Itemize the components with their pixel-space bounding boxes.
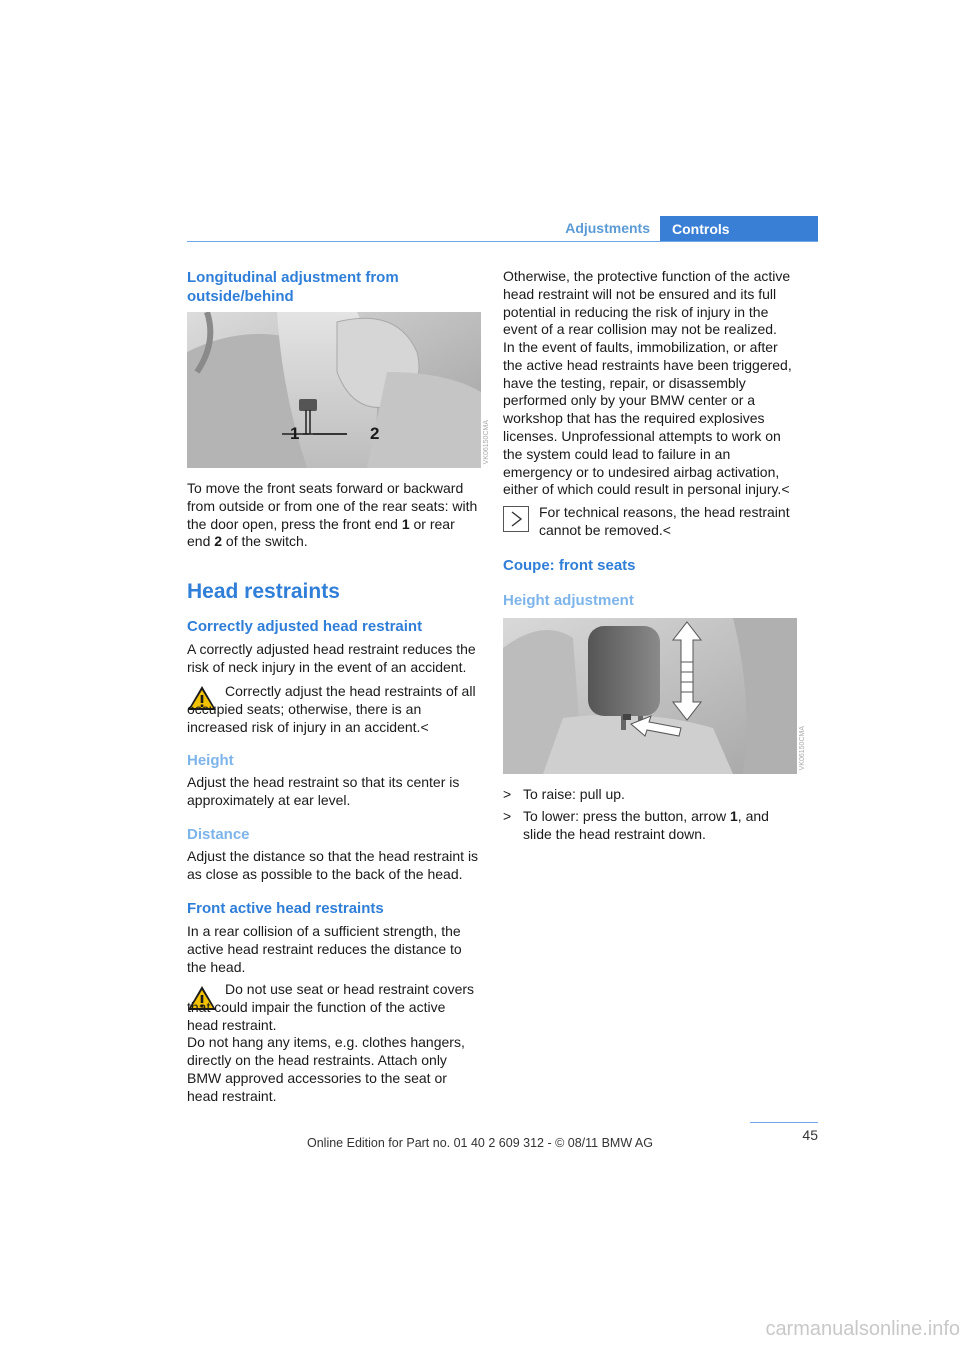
distance-heading: Distance [187, 826, 250, 843]
note-text: For technical reasons, the head restraint cannot be removed.< [539, 504, 790, 538]
figure-code: VK06150CMA [483, 420, 490, 465]
longitudinal-text: To move the front seats forward or backward from outside or from one of the rear seats: with the door open, press the front end 1 or rear end 2 of the switch. [187, 480, 478, 550]
correctly-heading: Correctly adjusted head restraint [187, 618, 423, 635]
page-number-rule [750, 1122, 818, 1123]
footer-text: Online Edition for Part no. 01 40 2 609 312 - © 08/11 BMW AG [307, 1136, 653, 1150]
seat-switch-figure [187, 312, 481, 468]
warning1-text: Correctly adjust the head restraints of all occupied seats; otherwise, there is an increased risk of injury in an accident.< [187, 683, 476, 735]
faults-text: In the event of faults, immobilization, or after the active head restraints have been triggered, have the testing, repair, or disassembly performed only by your BMW center or a workshop that has the required explosives licenses. Unprofessional attempts to work on the system could lead to failure in an emergency or to undesired airbag activation, either of which could result in personal injury.< [503, 339, 792, 498]
front-active-text: In a rear collision of a sufficient strength, the active head restraint reduces the distance to the head. [187, 923, 462, 975]
header-tab-controls: Controls [660, 216, 818, 242]
head-restraints-heading: Head restraints [187, 580, 340, 603]
seat-switch-illustration [187, 312, 481, 468]
correctly-text: A correctly adjusted head restraint reduces the risk of neck injury in the event of an accident. [187, 641, 476, 675]
coupe-heading: Coupe: front seats [503, 557, 636, 574]
height-heading: Height [187, 752, 234, 769]
head-restraint-figure [503, 618, 797, 774]
height-adjustment-heading: Height adjustment [503, 592, 634, 609]
longitudinal-heading: Longitudinal adjustment from outside/behind [187, 269, 399, 305]
continued-text: Otherwise, the protective function of the active head restraint will not be ensured and its full potential in reducing the risk of injury in the event of a rear collision may not be realized. [503, 268, 791, 338]
page-number: 45 [802, 1127, 818, 1143]
front-active-heading: Front active head restraints [187, 900, 384, 917]
list-item: > To lower: press the button, arrow 1, and slide the head restraint down. [503, 808, 769, 842]
watermark: carmanualsonline.info [765, 1318, 960, 1340]
list-item: > To raise: pull up. [503, 786, 625, 802]
figure-label-1: 1 [290, 424, 300, 443]
figure-code: VK06150CMA [799, 726, 806, 771]
header-section-title: Adjustments [565, 220, 650, 236]
figure-label-2: 2 [370, 424, 380, 443]
note-icon [503, 506, 529, 532]
height-text: Adjust the head restraint so that its center is approximately at ear level. [187, 774, 460, 808]
header-rule [187, 241, 818, 242]
distance-text: Adjust the distance so that the head restraint is as close as possible to the back of the head. [187, 848, 479, 882]
head-restraint-illustration [503, 618, 797, 774]
warning2-text: Do not use seat or head restraint covers that could impair the function of the active head restraint. Do not hang any items, e.g. clothes hangers, directly on the head restraints. Attach only BMW approved accessories to the seat or head restraint. [187, 981, 475, 1104]
